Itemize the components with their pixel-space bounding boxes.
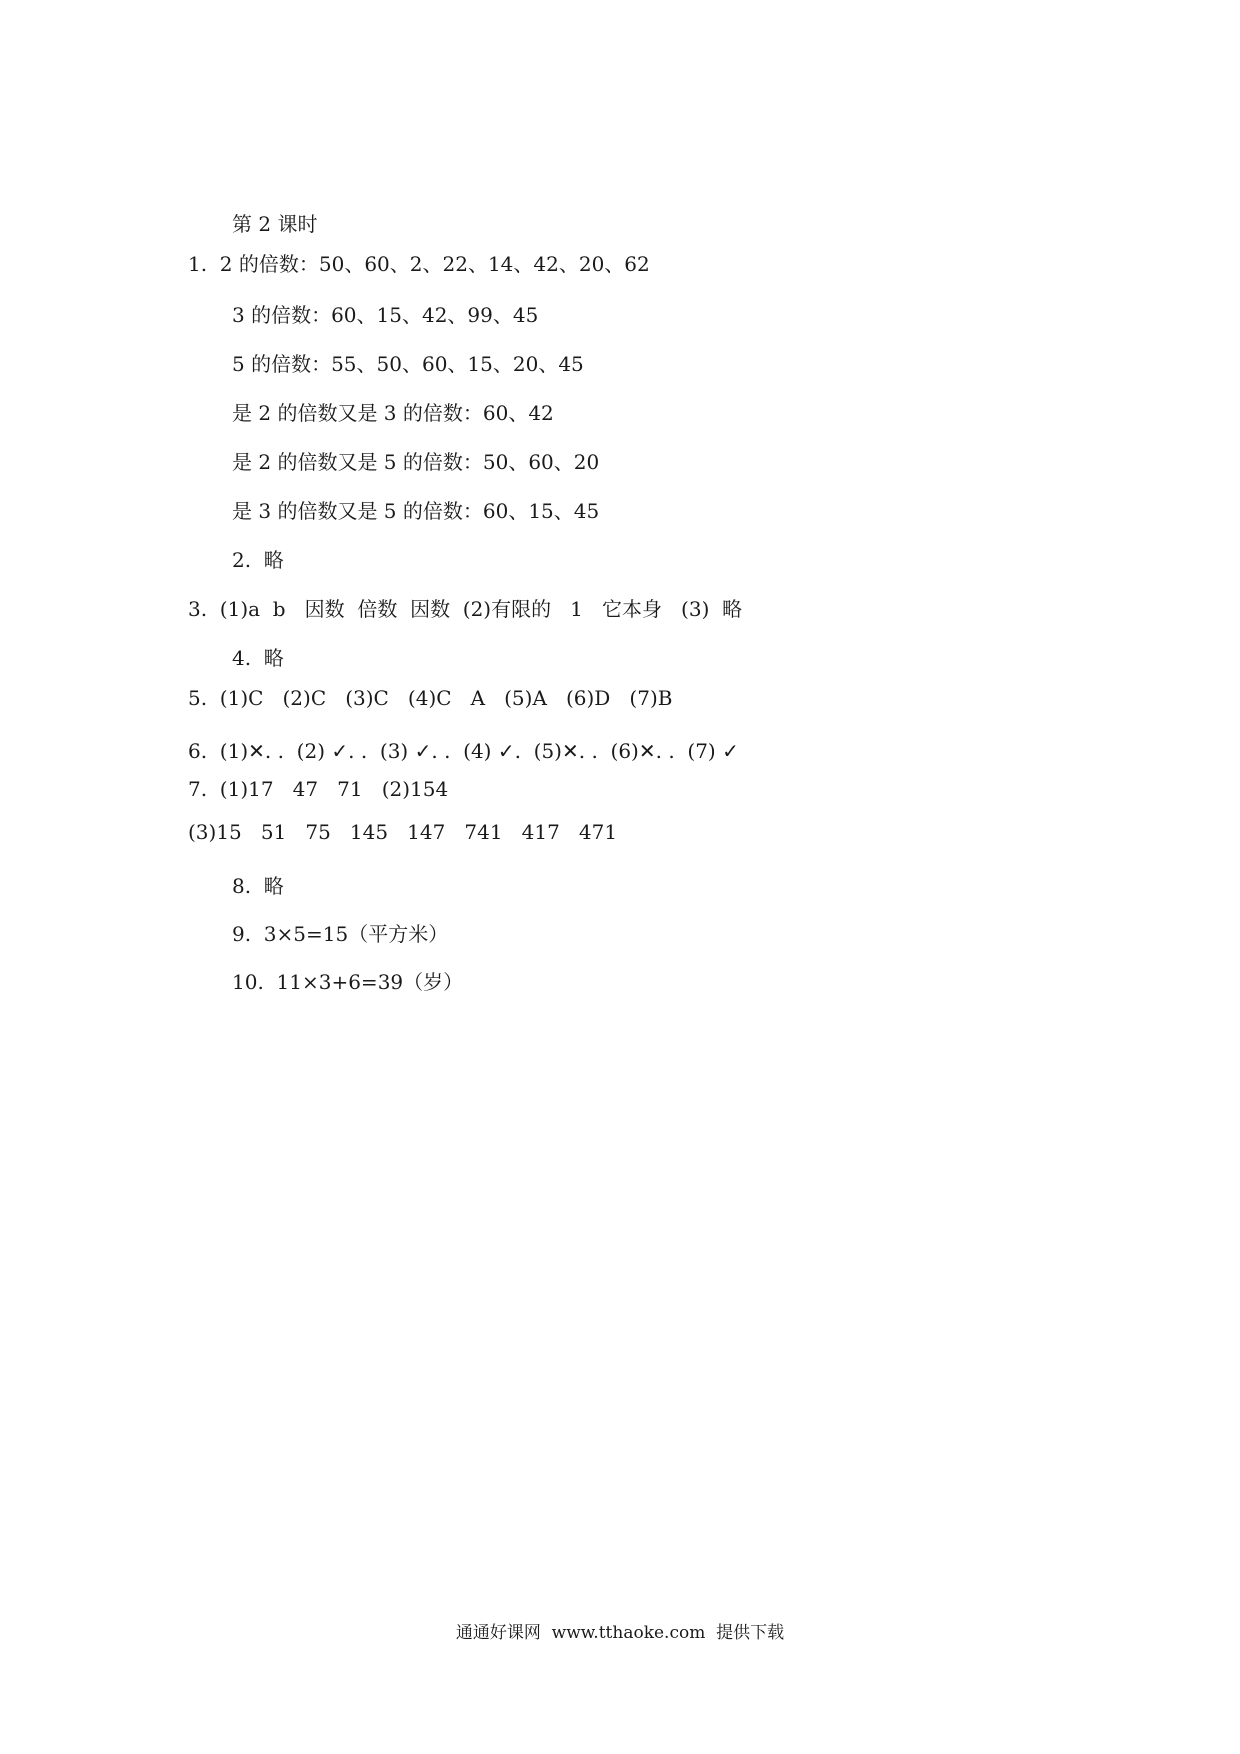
answer-line: 6. (1)✕. . (2) ✓. . (3) ✓. . (4) ✓. (5)✕. . (6)✕. . (7) ✓ xyxy=(188,739,739,763)
answer-line: 9. 3×5=15（平方米） xyxy=(232,922,449,946)
answer-line: 5 的倍数：55、50、60、15、20、45 xyxy=(232,352,584,376)
answer-line: 是 2 的倍数又是 5 的倍数：50、60、20 xyxy=(232,450,600,474)
page-footer: 通通好课网 www.tthaoke.com 提供下载 xyxy=(455,1623,785,1643)
answer-line: 7. (1)17 47 71 (2)154 xyxy=(188,777,449,801)
answer-line: 10. 11×3+6=39（岁） xyxy=(232,970,464,994)
answer-line: 1. 2 的倍数：50、60、2、22、14、42、20、62 xyxy=(188,252,650,276)
answer-line: 4. 略 xyxy=(232,646,284,670)
answer-line: 8. 略 xyxy=(232,874,284,898)
answer-line: (3)15 51 75 145 147 741 417 471 xyxy=(188,820,618,844)
answer-line: 3. (1)a b 因数 倍数 因数 (2)有限的 1 它本身 (3) 略 xyxy=(188,597,743,621)
answer-line: 是 3 的倍数又是 5 的倍数：60、15、45 xyxy=(232,499,600,523)
lesson-title: 第 2 课时 xyxy=(232,212,318,236)
answer-line: 2. 略 xyxy=(232,548,284,572)
answer-line: 5. (1)C (2)C (3)C (4)C A (5)A (6)D (7)B xyxy=(188,686,673,710)
answer-line: 3 的倍数：60、15、42、99、45 xyxy=(232,303,539,327)
answer-line: 是 2 的倍数又是 3 的倍数：60、42 xyxy=(232,401,554,425)
